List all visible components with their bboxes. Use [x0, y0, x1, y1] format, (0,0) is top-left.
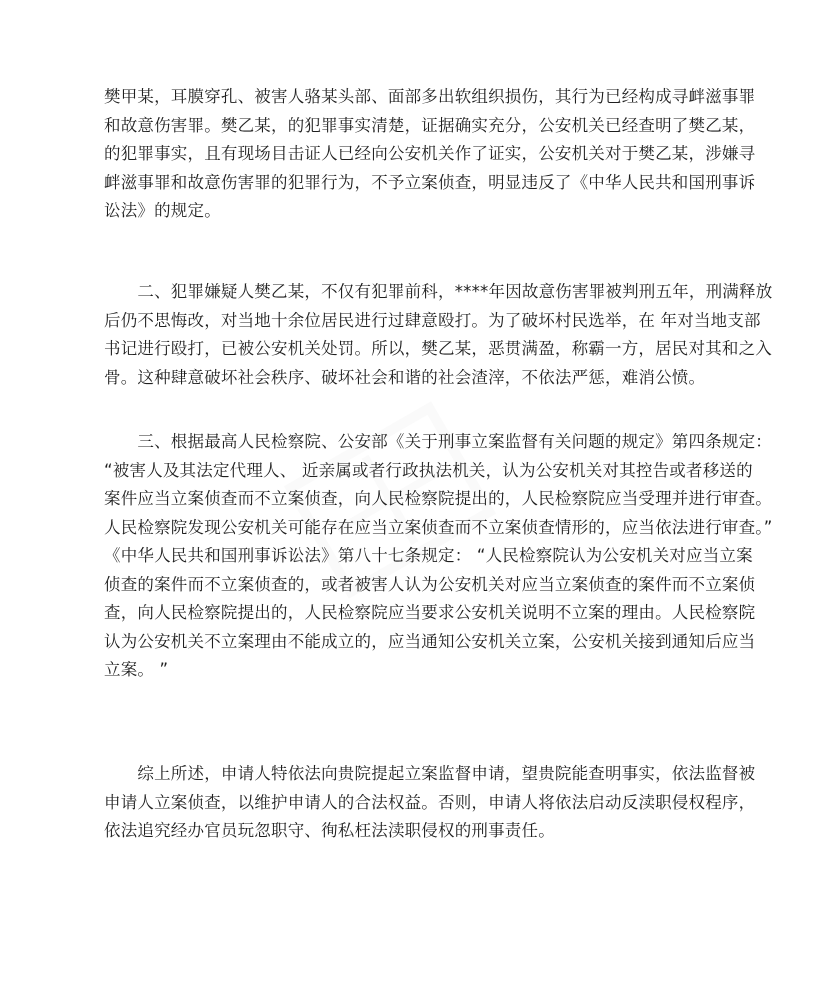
text-line: 衅滋事罪和故意伤害罪的犯罪行为，不予立案侦查，明显违反了《中华人民共和国刑事诉	[104, 172, 756, 192]
paragraph-1	[104, 83, 756, 226]
text-line: 申请人立案侦查，以维护申请人的合法权益。否则，申请人将依法启动反渎职侵权程序，	[104, 792, 756, 812]
text-line: 人民检察院发现公安机关可能存在应当立案侦查而不立案侦查情形的，应当依法进行审查。”	[104, 517, 773, 537]
text-line: 的犯罪事实，且有现场目击证人已经向公安机关作了证实，公安机关对于樊乙某，涉嫌寻	[104, 144, 756, 163]
text-line: 和故意伤害罪。樊乙某，的犯罪事实清楚，证据确实充分，公安机关已经查明了樊乙某，	[104, 115, 756, 135]
text-line: 立案。 ”	[104, 660, 169, 679]
text-line: 查，向人民检察院提出的，人民检察院应当要求公安机关说明不立案的理由。人民检察院	[104, 603, 756, 622]
text-line: 认为公安机关不立案理由不能成立的，应当通知公安机关立案，公安机关接到通知后应当	[104, 631, 756, 651]
text-line: 樊甲某，耳膜穿孔、被害人骆某头部、面部多出软组织损伤，其行为已经构成寻衅滋事罪	[104, 87, 756, 106]
text-line: 骨。这种肆意破坏社会秩序、破坏社会和谐的社会渣滓，不依法严惩，难消公愤。	[104, 367, 706, 387]
text-line: 依法追究经办官员玩忽职守、徇私枉法渎职侵权的刑事责任。	[104, 821, 555, 840]
text-line: 后仍不思悔改，对当地十余位居民进行过肆意殴打。为了破坏村民选举，在 年对当地支部	[104, 310, 761, 330]
text-line: “被害人及其法定代理人、 近亲属或者行政执法机关，认为公安机关对其控告或者移送的	[104, 460, 753, 480]
paragraph-3	[104, 428, 773, 685]
paragraph-2	[104, 278, 773, 392]
paragraph-4	[104, 760, 756, 846]
text-line: 三、根据最高人民检察院、公安部《关于刑事立案监督有关问题的规定》第四条规定：	[104, 432, 772, 451]
text-line: 《中华人民共和国刑事诉讼法》第八十七条规定： “人民检察院认为公安机关对应当立案	[104, 546, 753, 565]
text-line: 综上所述，申请人特依法向贵院提起立案监督申请，望贵院能查明事实，依法监督被	[104, 764, 756, 783]
text-line: 讼法》的规定。	[104, 201, 221, 220]
text-line: 书记进行殴打，已被公安机关处罚。所以，樊乙某，恶贯满盈，称霸一方，居民对其和之入	[104, 339, 772, 358]
text-line: 案件应当立案侦查而不立案侦查，向人民检察院提出的，人民检察院应当受理并进行审查。	[104, 489, 772, 508]
text-line: 侦查的案件而不立案侦查的，或者被害人认为公安机关对应当立案侦查的案件而不立案侦	[104, 574, 756, 594]
text-line: 二、犯罪嫌疑人樊乙某，不仅有犯罪前科，****年因故意伤害罪被判刑五年，刑满释放	[104, 282, 773, 301]
